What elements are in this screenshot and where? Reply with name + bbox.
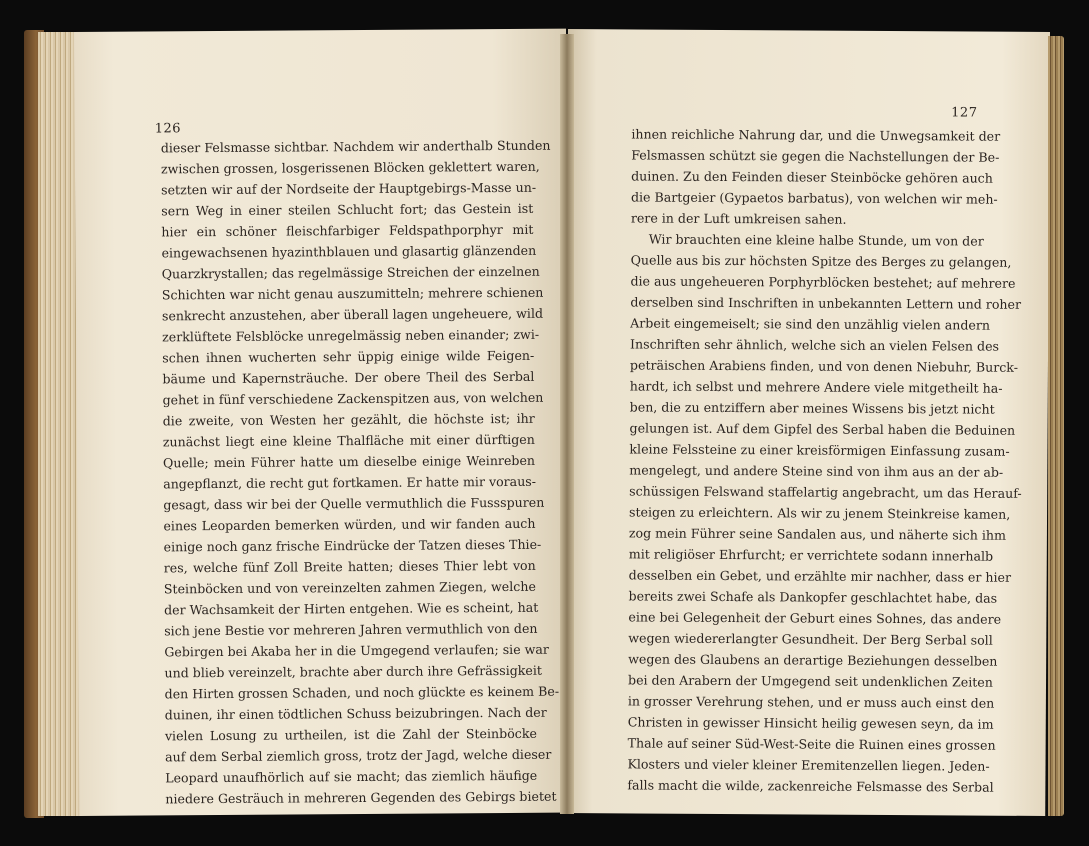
text-line: gehet in fünf verschiedene Zackenspitzen aus, von welchen xyxy=(162,389,544,408)
text-line: duinen. Zu den Feinden dieser Steinböcke gehören auch xyxy=(631,168,993,186)
text-line: kleine Felssteine zu einer kreisförmigen Einfassung zusam- xyxy=(629,441,1010,459)
text-line: hier ein schöner fleischfarbiger Feldspathporphyr mit xyxy=(161,221,534,240)
text-line: sern Weg in einer steilen Schlucht fort; das Gestein ist xyxy=(161,200,534,219)
text-line: niedere Gesträuch in mehreren Gegenden des Gebirgs bietet xyxy=(165,788,557,807)
book-gutter xyxy=(560,34,574,814)
text-line: zerklüftete Felsblöcke unregelmässig neben einander; zwi- xyxy=(162,326,540,345)
text-line: zwischen grossen, losgerissenen Blöcken geklettert waren, xyxy=(160,158,540,177)
text-line: und blieb vereinzelt, brachte aber durch ihre Gefrässigkeit xyxy=(164,662,542,681)
text-line: schen ihnen wucherten sehr üppig einige wilde Feigen- xyxy=(162,347,535,366)
text-line: mit religiöser Ehrfurcht; er verrichtete sodann innerhalb xyxy=(628,546,994,564)
text-line: duinen, ihr einen tödtlichen Schuss beizubringen. Nach der xyxy=(164,704,547,723)
text-line: Felsmassen schützt sie gegen die Nachstellungen der Be- xyxy=(631,147,1000,165)
text-line: rere in der Luft umkreisen sahen. xyxy=(630,210,847,227)
text-line: eines Leoparden bemerken würden, und wir fanden auch xyxy=(163,515,536,534)
text-line: Leopard unaufhörlich auf sie macht; das ziemlich häufige xyxy=(165,767,538,786)
text-line: ihnen reichliche Nahrung dar, und die Unwegsamkeit der xyxy=(631,126,1001,144)
text-line: bereits zwei Schafe als Dankopfer geschlachtet habe, das xyxy=(628,588,998,606)
text-line: dieser Felsmasse sichtbar. Nachdem wir anderthalb Stunden xyxy=(160,137,551,156)
text-line: wegen wiedererlangter Gesundheit. Der Berg Serbal soll xyxy=(628,630,993,648)
text-line: einige noch ganz frische Eindrücke der Tatzen dieses Thie- xyxy=(163,536,542,555)
text-line: Gebirgen bei Akaba her in die Umgegend verlaufen; sie war xyxy=(164,641,549,660)
text-line: bei den Arabern der Umgegend seit undenklichen Zeiten xyxy=(627,672,993,690)
text-line: ben, die zu entziffern aber meines Wissens bis jetzt nicht xyxy=(629,399,995,417)
text-line: eingewachsenen hyazinthblauen und glasartig glänzenden xyxy=(161,242,537,261)
text-line: Christen in gewisser Hinsicht heilig gewesen seyn, da im xyxy=(627,714,994,732)
text-line: Steinböcken und von vereinzelten zahmen Ziegen, welche xyxy=(163,578,536,597)
body-text xyxy=(627,123,1022,797)
text-line: senkrecht anzustehen, aber überall lagen ungeheuere, wild xyxy=(161,305,544,324)
text-line: eine bei Gelegenheit der Geburt eines Sohnes, das andere xyxy=(628,609,1002,627)
text-line: peträischen Arabiens finden, und von denen Niebuhr, Burck- xyxy=(629,357,1019,375)
right-page xyxy=(563,29,1050,816)
text-line: mengelegt, und andere Steine sind von ihm aus an der ab- xyxy=(629,462,1004,480)
text-line: Thale auf seiner Süd-West-Seite die Ruinen eines grossen xyxy=(627,735,996,753)
text-line: wegen des Glaubens an derartige Beziehungen desselben xyxy=(628,651,998,669)
text-line: Quarzkrystallen; das regelmässige Streichen der einzelnen xyxy=(161,263,540,282)
text-line: sich jene Bestie vor mehreren Jahren vermuthlich von den xyxy=(164,620,538,639)
text-line: Inschriften sehr ähnlich, welche sich an vielen Felsen des xyxy=(630,336,1000,354)
text-line: desselben ein Gebet, und erzählte mir nachher, dass er hier xyxy=(628,567,1012,585)
page-number: 127 xyxy=(951,105,978,121)
text-line: Wir brauchten eine kleine halbe Stunde, um von der xyxy=(648,231,984,249)
text-line: vielen Losung zu urtheilen, ist die Zahl der Steinböcke xyxy=(164,725,537,744)
text-line: Schichten war nicht genau auszumitteln; mehrere schienen xyxy=(161,284,544,303)
text-line: Quelle; mein Führer hatte um dieselbe einige Weinreben xyxy=(162,452,536,471)
text-line: bäume und Kapernsträuche. Der obere Theil des Serbal xyxy=(162,368,535,387)
text-line: falls macht die wilde, zackenreiche Felsmasse des Serbal xyxy=(627,777,994,795)
text-line: auf dem Serbal ziemlich gross, trotz der Jagd, welche dieser xyxy=(165,746,552,765)
text-line: die zweite, von Westen her gezählt, die höchste ist; ihr xyxy=(162,410,535,429)
text-line: Arbeit eingemeiselt; sie sind den unzählig vielen andern xyxy=(630,315,991,333)
text-line: setzten wir auf der Nordseite der Hauptgebirgs-Masse un- xyxy=(161,179,537,198)
page-number: 126 xyxy=(154,121,182,137)
text-line: zog mein Führer seine Sandalen aus, und näherte sich ihm xyxy=(628,525,1007,543)
text-line: die aus ungeheueren Porphyrblöcken bestehet; auf mehrere xyxy=(630,273,1016,291)
text-line: hardt, ich selbst und mehrere Andere viele mitgetheilt ha- xyxy=(629,378,1003,396)
left-page xyxy=(74,29,571,816)
text-line: derselben sind Inschriften in unbekannten Lettern und roher xyxy=(630,294,1022,312)
body-text xyxy=(160,135,560,810)
text-line: die Bartgeier (Gypaetos barbatus), von welchen wir meh- xyxy=(630,189,998,207)
text-line: gelungen ist. Auf dem Gipfel des Serbal haben die Beduinen xyxy=(629,420,1016,438)
page-stack-right xyxy=(1048,36,1064,816)
text-line: steigen zu erleichtern. Als wir zu jenem Steinkreise kamen, xyxy=(629,504,1011,522)
open-book xyxy=(24,26,1064,822)
text-line: den Hirten grossen Schaden, und noch glückte es keinem Be- xyxy=(164,683,560,702)
page-stack-left xyxy=(38,32,80,816)
text-line: Quelle aus bis zur höchsten Spitze des Berges zu gelangen, xyxy=(630,252,1012,270)
text-line: res, welche fünf Zoll Breite hatten; dieses Thier lebt von xyxy=(163,557,536,576)
text-line: gesagt, dass wir bei der Quelle vermuthlich die Fussspuren xyxy=(163,494,545,513)
text-line: schüssigen Felswand staffelartig angebracht, um das Herauf- xyxy=(629,483,1022,501)
text-line: angepflanzt, die recht gut fortkamen. Er hatte mir voraus- xyxy=(163,473,537,492)
text-line: Klosters und vieler kleiner Eremitenzellen liegen. Jeden- xyxy=(627,756,990,774)
text-line: der Wachsamkeit der Hirten entgehen. Wie es scheint, hat xyxy=(163,599,539,618)
text-line: in grosser Verehrung stehen, und er muss auch einst den xyxy=(627,693,995,711)
text-line: zunächst liegt eine kleine Thalfläche mit einer dürftigen xyxy=(162,431,535,450)
